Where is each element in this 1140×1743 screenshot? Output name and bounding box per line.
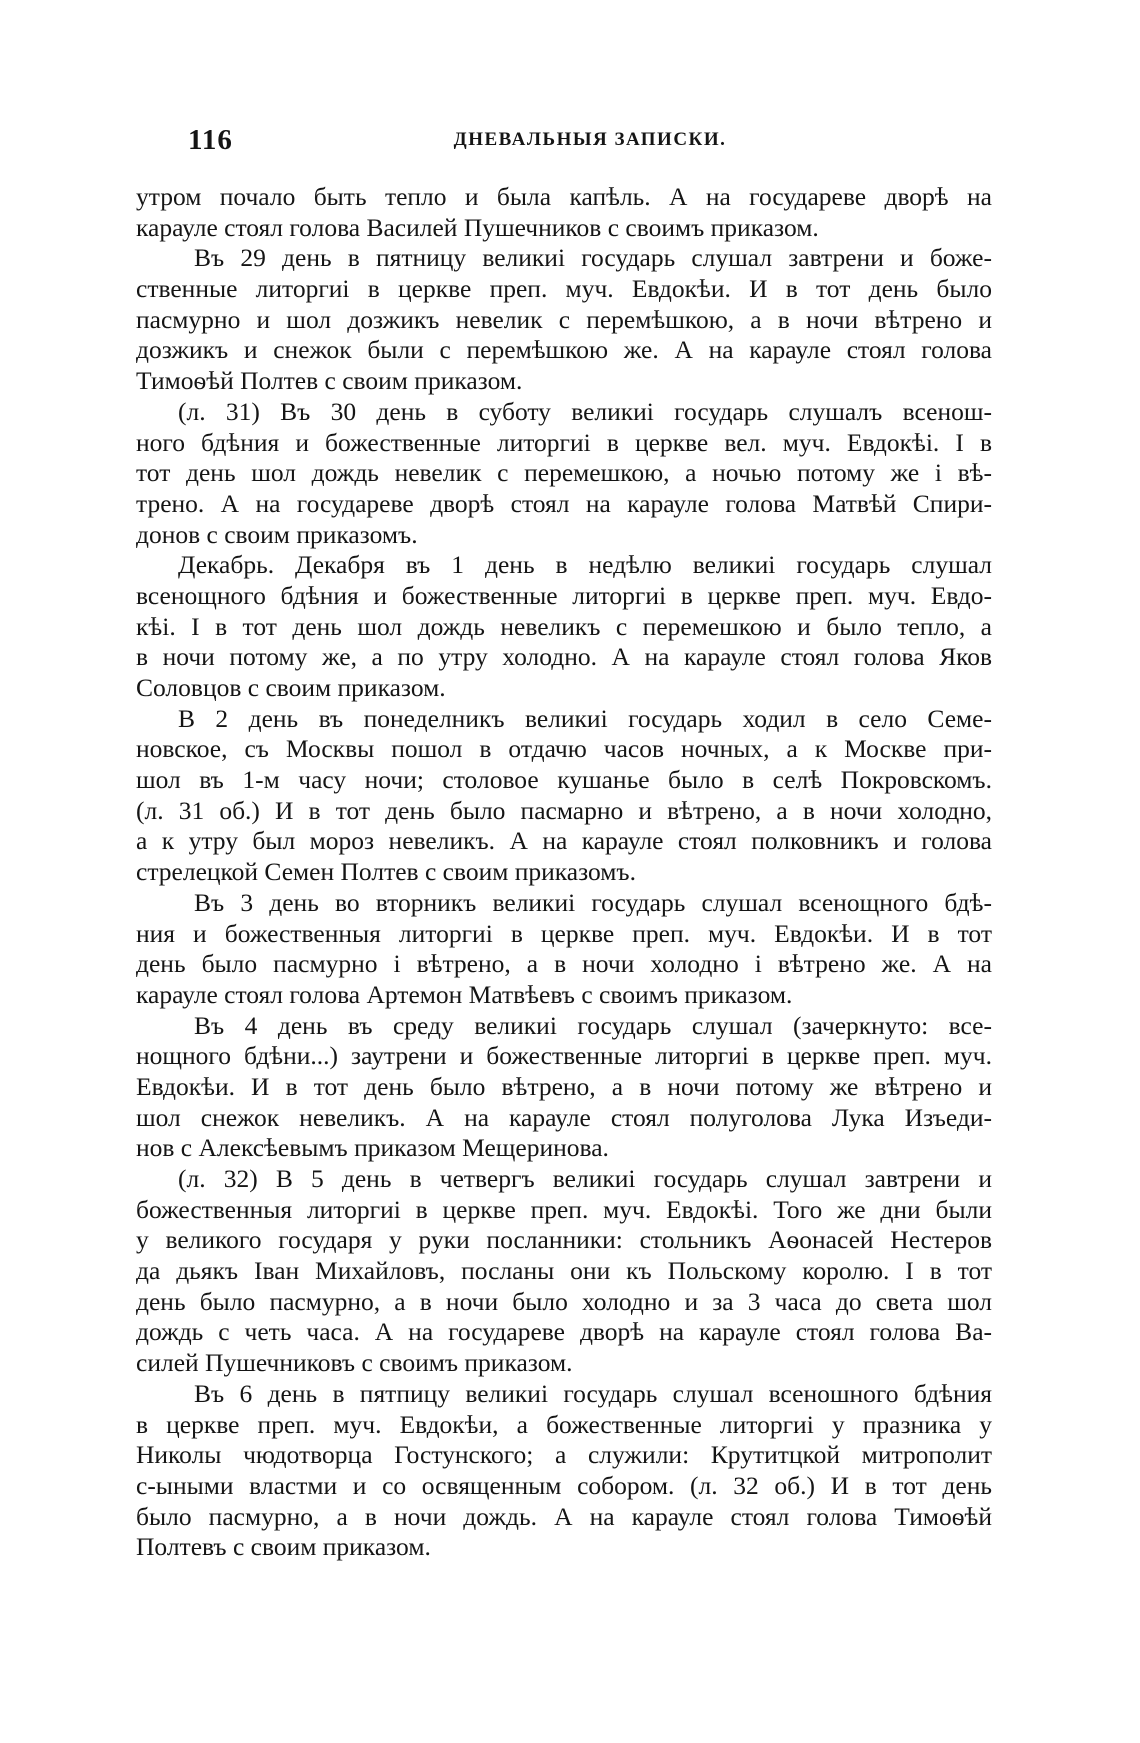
text-line: утром почало быть тепло и была капѣль. А на государеве дворѣ на — [136, 182, 992, 211]
text-line: ственные литоргиі в церкве преп. муч. Евдокѣи. И в тот день было — [136, 274, 992, 304]
text-line: карауле стоял голова Василей Пушечников с своимъ приказом. — [136, 212, 819, 242]
text-line: дождь с четь часа. А на государеве дворѣ на карауле стоял голова Ва- — [136, 1317, 992, 1347]
text-line: ния и божественныя литоргиі в церкве преп. муч. Евдокѣи. И в тот — [136, 918, 992, 948]
text-line: в ночи потому же, а по утру холодно. А на карауле стоял голова Яков — [136, 642, 992, 672]
text-line: трено. А на государеве дворѣ стоял на карауле голова Матвѣй Спири- — [136, 488, 992, 518]
text-line: день было пасмурно і вѣтрено, а в ночи холодно і вѣтрено же. А на — [136, 949, 992, 979]
text-line: пасмурно и шол дозжикъ невелик с перемѣшкою, а в ночи вѣтрено и — [136, 304, 992, 334]
text-line: Въ 6 день в пятпицу великиі государь слушал всеношного бдѣния — [194, 1378, 992, 1408]
text-line: нов с Алексѣевымъ приказом Мещеринова. — [136, 1133, 609, 1163]
text-line: да дьякъ Іван Михайловъ, посланы они къ Польскому королю. I в тот — [136, 1256, 992, 1286]
body-text — [136, 182, 992, 1563]
text-line: Въ 3 день во вторникъ великиі государь слушал всенощного бдѣ- — [194, 887, 992, 917]
text-line: нощного бдѣни...) заутрени и божественные литоргиі в церкве преп. муч. — [136, 1041, 992, 1071]
text-line: новское, съ Москвы пошол в отдачю часов ночных, а к Москве при- — [136, 734, 992, 764]
page-number: 116 — [188, 124, 233, 156]
text-line: карауле стоял голова Артемон Матвѣевъ с своимъ приказом. — [136, 979, 793, 1009]
text-line: (л. 31) Въ 30 день в суботу великиі государь слушалъ всенош- — [178, 396, 992, 426]
text-line: стрелецкой Семен Полтев с своим приказомъ. — [136, 857, 636, 887]
text-line: Тимоѳѣй Полтев с своим приказом. — [136, 366, 523, 396]
text-line: Декабрь. Декабря въ 1 день в недѣлю великиі государь слушал — [178, 550, 992, 580]
text-line: у великого государя у руки посланники: стольникъ Аѳонасей Нестеров — [136, 1225, 992, 1255]
text-line: шол въ 1-м часу ночи; столовое кушанье было в селѣ Покровскомъ. — [136, 765, 992, 795]
text-line: (л. 31 об.) И в тот день было пасмарно и вѣтрено, а в ночи холодно, — [136, 795, 992, 825]
text-line: Въ 29 день в пятницу великиі государь слушал завтрени и боже- — [194, 243, 992, 273]
text-line: Евдокѣи. И в тот день было вѣтрено, а в ночи потому же вѣтрено и — [136, 1071, 992, 1101]
text-line: было пасмурно, а в ночи дождь. А на карауле стоял голова Тимоѳѣй — [136, 1501, 992, 1531]
text-line: с-ыными властми и со освященным собором. (л. 32 об.) И в тот день — [136, 1470, 992, 1500]
text-line: кѣі. I в тот день шол дождь невеликъ с перемешкою и было тепло, а — [136, 611, 992, 641]
text-line: божественныя литоргиі в церкве преп. муч. Евдокѣі. Того же дни были — [136, 1194, 992, 1224]
text-line: тот день шол дождь невелик с перемешкою, а ночью потому же і вѣ- — [136, 458, 992, 488]
text-line: Полтевъ с своим приказом. — [136, 1532, 431, 1562]
text-line: Въ 4 день въ среду великиі государь слушал (зачеркнуто: все- — [194, 1010, 992, 1040]
text-line: всенощного бдѣния и божественные литоргиі в церкве преп. муч. Евдо- — [136, 580, 992, 610]
text-line: день было пасмурно, а в ночи было холодно и за 3 часа до света шол — [136, 1286, 992, 1316]
running-title: ДНЕВАЛЬНЫЯ ЗАПИСКИ. — [453, 129, 727, 150]
text-line: в церкве преп. муч. Евдокѣи, а божественные литоргиі у празника у — [136, 1409, 992, 1439]
text-line: шол снежок невеликъ. А на карауле стоял полуголова Лука Изъеди- — [136, 1102, 992, 1132]
text-line: (л. 32) В 5 день в четвергъ великиі государь слушал завтрени и — [178, 1164, 992, 1193]
text-line: силей Пушечниковъ с своимъ приказом. — [136, 1348, 573, 1378]
text-line: а к утру был мороз невеликъ. А на карауле стоял полковникъ и голова — [136, 826, 992, 856]
page-header — [188, 120, 992, 160]
text-line: ного бдѣния и божественные литоргиі в церкве вел. муч. Евдокѣі. I в — [136, 427, 992, 457]
text-line: донов с своим приказомъ. — [136, 519, 418, 549]
text-line: В 2 день въ понеделникъ великиі государь ходил в село Семе- — [178, 703, 992, 733]
text-line: Соловцов с своим приказом. — [136, 673, 446, 702]
text-line: дозжикъ и снежок были с перемѣшкою же. А на карауле стоял голова — [136, 335, 992, 365]
text-line: Николы чюдотворца Гостунского; а служили: Крутитцкой митрополит — [136, 1440, 992, 1470]
